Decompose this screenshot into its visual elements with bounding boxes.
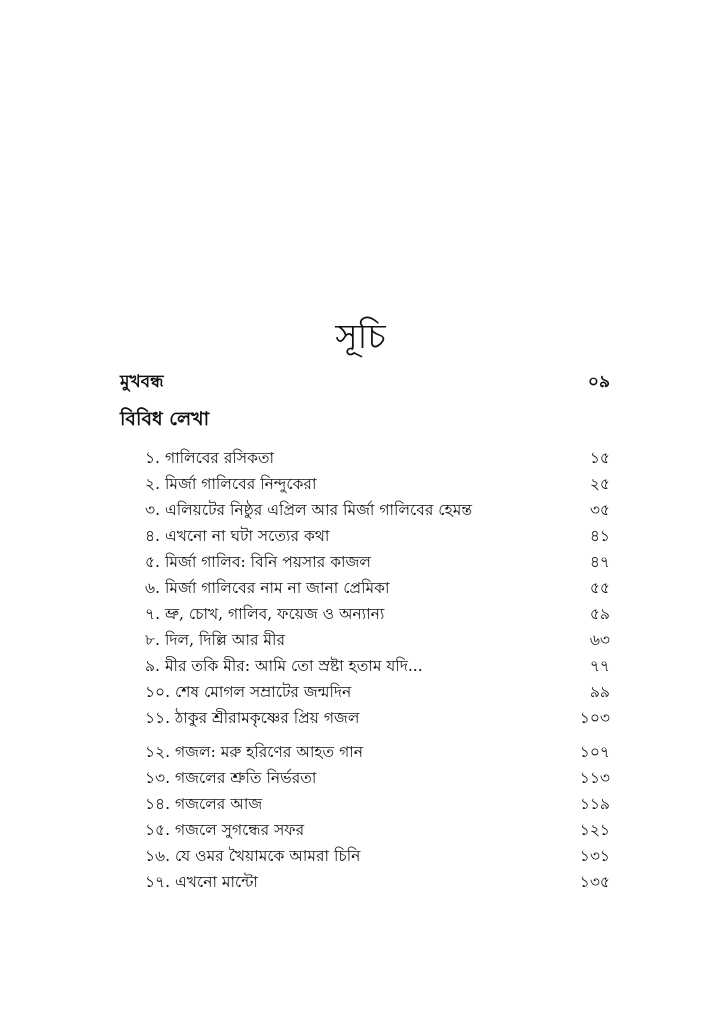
toc-entry-page: ১৫ <box>589 449 610 467</box>
toc-entry-page: ৬৩ <box>589 631 610 649</box>
toc-row <box>145 472 610 498</box>
toc-entry-page: ২৫ <box>589 475 610 493</box>
toc-entry-number: ১৬. <box>145 847 171 865</box>
toc-entry-number: ১১. <box>145 709 171 727</box>
toc-entry-title <box>145 602 384 628</box>
toc-entry-text: গজলে সুগন্ধের সফর <box>174 821 305 839</box>
toc-entry-page: ৪৭ <box>589 553 610 571</box>
toc-entry-page: ১১৩ <box>579 769 610 787</box>
section-heading: বিবিধ লেখা <box>120 408 210 430</box>
toc-entry-number: ১৫. <box>145 821 171 839</box>
toc-entry-title <box>145 818 304 844</box>
toc-entry-page: ৯৯ <box>589 683 610 701</box>
toc-entry-page: ১১৯ <box>579 795 610 813</box>
toc-entry-text: মির্জা গালিবের নাম না জানা প্রেমিকা <box>164 579 390 597</box>
toc-entry-title <box>145 446 274 472</box>
toc-row <box>145 818 610 844</box>
toc-entry-title <box>145 472 316 498</box>
toc-entry-number: ৫. <box>145 553 160 571</box>
toc-entry-number: ৬. <box>145 579 161 597</box>
preface-page: ০৯ <box>587 372 610 392</box>
toc-row <box>145 680 610 706</box>
toc-entry-text: এলিয়টের নিষ্ঠুর এপ্রিল আর মির্জা গালিবের হেমন্ত <box>164 501 473 519</box>
toc-entry-text: দিল, দিল্লি আর মীর <box>164 631 285 649</box>
toc-row <box>145 628 610 654</box>
toc-entry-title <box>145 550 371 576</box>
toc-entry-number: ৯. <box>145 657 160 675</box>
toc-entry-number: ১২. <box>145 743 171 761</box>
toc-entry-page: ৭৭ <box>589 657 610 675</box>
toc-row <box>145 654 610 680</box>
toc-entry-page: ১২১ <box>579 821 610 839</box>
toc-entry-text: এখনো মান্টো <box>175 873 258 891</box>
toc-entry-title <box>145 706 359 732</box>
preface-label: মুখবন্ধ <box>120 372 164 392</box>
toc-entry-page: ৫৫ <box>589 579 610 597</box>
page-title: সূচি <box>335 317 386 357</box>
toc-row <box>145 706 610 732</box>
toc-entry-text: মীর তকি মীর: আমি তো স্রষ্টা হতাম যদি... <box>164 657 423 675</box>
toc-entry-title <box>145 498 472 524</box>
toc-entry-title <box>145 844 360 870</box>
toc-entry-title <box>145 576 389 602</box>
toc-entry-page: ৩৫ <box>589 501 610 519</box>
toc-entry-number: ৮. <box>145 631 160 649</box>
toc-entry-text: এখনো না ঘটা সত্যের কথা <box>164 527 330 545</box>
toc-entry-number: ১. <box>145 449 160 467</box>
toc-entry-title <box>145 792 262 818</box>
toc-entry-text: গজলের শ্রুতি নির্ভরতা <box>175 769 317 787</box>
toc-entry-number: ৩. <box>145 501 161 519</box>
toc-entry-number: ১০. <box>145 683 171 701</box>
toc-entry-title <box>145 628 285 654</box>
toc-entry-number: ৪. <box>145 527 160 545</box>
toc-row <box>145 576 610 602</box>
toc-entry-text: মির্জা গালিব: বিনি পয়সার কাজল <box>164 553 371 571</box>
toc-list <box>145 446 610 896</box>
toc-entry-page: ১০৭ <box>579 743 610 761</box>
toc-row <box>145 740 610 766</box>
toc-row <box>145 844 610 870</box>
toc-entry-number: ১৭. <box>145 873 171 891</box>
toc-entry-text: গজল: মরু হরিণের আহত গান <box>175 743 364 761</box>
toc-entry-title <box>145 740 363 766</box>
toc-row <box>145 602 610 628</box>
toc-entry-number: ৭. <box>145 605 161 623</box>
toc-row <box>145 498 610 524</box>
toc-entry-page: ১৩১ <box>579 847 610 865</box>
toc-row <box>145 766 610 792</box>
toc-row <box>145 550 610 576</box>
preface-row <box>120 369 610 397</box>
toc-row <box>145 792 610 818</box>
toc-entry-title <box>145 680 351 706</box>
toc-entry-text: গালিবের রসিকতা <box>164 449 275 467</box>
toc-entry-text: ভ্রু, চোখ, গালিব, ফয়েজ ও অন্যান্য <box>164 605 385 623</box>
toc-entry-page: ৫৯ <box>589 605 610 623</box>
toc-row <box>145 524 610 550</box>
toc-row <box>145 446 610 472</box>
toc-row <box>145 870 610 896</box>
toc-entry-number: ২. <box>145 475 161 493</box>
toc-entry-text: মির্জা গালিবের নিন্দুকেরা <box>164 475 317 493</box>
toc-entry-text: যে ওমর খৈয়ামকে আমরা চিনি <box>175 847 361 865</box>
toc-entry-text: গজলের আজ <box>174 795 263 813</box>
toc-entry-page: ৪১ <box>589 527 610 545</box>
toc-entry-page: ১০৩ <box>579 709 610 727</box>
toc-entry-title <box>145 870 258 896</box>
toc-entry-text: ঠাকুর শ্রীরামকৃষ্ণের প্রিয় গজল <box>174 709 360 727</box>
toc-entry-title <box>145 524 329 550</box>
toc-entry-number: ১৩. <box>145 769 171 787</box>
toc-entry-title <box>145 766 316 792</box>
toc-entry-page: ১৩৫ <box>579 873 610 891</box>
toc-entry-text: শেষ মোগল সম্রাটের জন্মদিন <box>175 683 352 701</box>
toc-entry-number: ১৪. <box>145 795 171 813</box>
toc-entry-title <box>145 654 423 680</box>
